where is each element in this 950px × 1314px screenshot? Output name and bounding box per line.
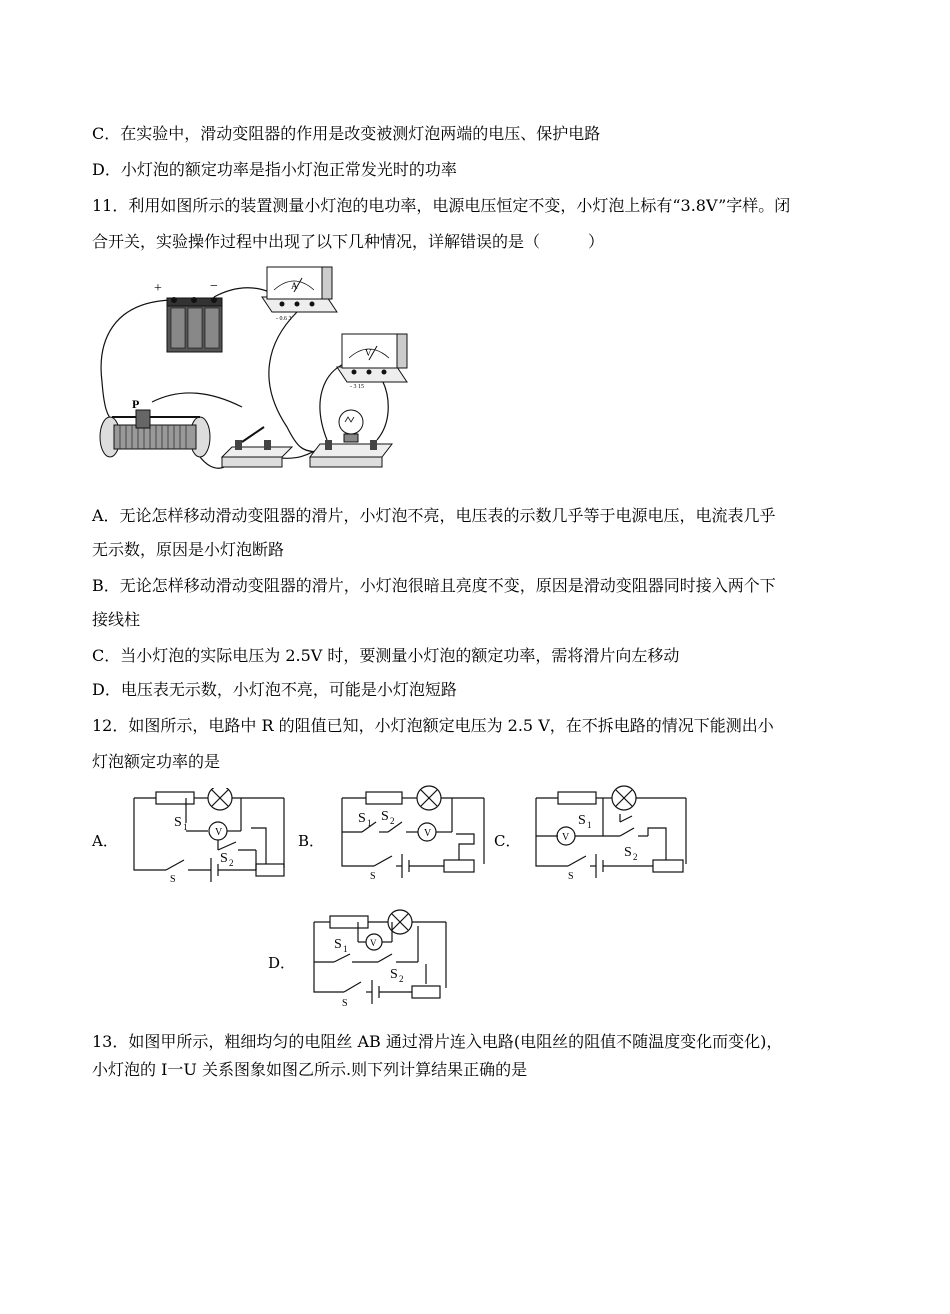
lamp-icon [310, 410, 392, 467]
voltmeter-icon [337, 334, 407, 382]
s2-subscript: 2 [399, 974, 404, 984]
circuit-b [334, 784, 494, 884]
circuit-d [306, 906, 456, 1010]
lamp-symbol-icon [208, 788, 232, 810]
q11-stem-line1: 11．利用如图所示的装置测量小灯泡的电功率，电源电压恒定不变，小灯泡上标有“3.8V”字样。闭 [92, 196, 791, 215]
ammeter-terminals: - 0.6 3 [276, 316, 292, 322]
voltmeter-symbol-label: V [562, 832, 570, 843]
switch-icon [222, 427, 292, 467]
q11-option-a-line1: A．无论怎样移动滑动变阻器的滑片，小灯泡不亮，电压表的示数几乎等于电源电压，电流表几乎 [92, 506, 776, 525]
voltmeter-terminals: - 3 15 [350, 384, 364, 390]
s-label: S [568, 871, 574, 882]
s1-subscript: 1 [343, 944, 348, 954]
q12-option-d-label: D． [268, 954, 296, 972]
q12-option-a-label: A． [92, 832, 118, 850]
q13-stem-line1: 13．如图甲所示，粗细均匀的电阻丝 AB 通过滑片连入电路(电阻丝的阻值不随温度变化而变化)， [92, 1032, 783, 1051]
q13-stem-line2: 小灯泡的 I一U 关系图象如图乙所示.则下列计算结果正确的是 [92, 1060, 528, 1079]
q12-stem-line2: 灯泡额定功率的是 [92, 752, 221, 771]
q10-option-c: C．在实验中，滑动变阻器的作用是改变被测灯泡两端的电压、保护电路 [92, 124, 601, 143]
q11-option-d: D．电压表无示数，小灯泡不亮，可能是小灯泡短路 [92, 680, 457, 699]
s1-label: S [578, 813, 586, 828]
q11-option-b-line1: B．无论怎样移动滑动变阻器的滑片，小灯泡很暗且亮度不变，原因是滑动变阻器同时接入两个下 [92, 576, 776, 595]
s2-label: S [390, 967, 398, 982]
s2-subscript: 2 [633, 852, 638, 862]
ammeter-label: A [291, 281, 298, 291]
s-label: S [370, 871, 376, 882]
voltmeter-symbol-label: V [424, 828, 432, 839]
s1-subscript: 1 [183, 822, 188, 832]
voltmeter-label: V [365, 348, 372, 358]
circuit-a [126, 788, 291, 888]
s1-label: S [334, 937, 342, 952]
minus-sign: − [210, 279, 218, 294]
slider-label: P [132, 397, 140, 411]
plus-sign: + [154, 281, 162, 296]
s2-subscript: 2 [229, 858, 234, 868]
voltmeter-symbol-label: V [215, 827, 223, 838]
q10-option-d: D．小灯泡的额定功率是指小灯泡正常发光时的功率 [92, 160, 457, 179]
s2-label: S [381, 809, 389, 824]
battery-icon [167, 297, 222, 352]
rheostat-icon [100, 410, 210, 457]
q11-option-a-line2: 无示数，原因是小灯泡断路 [92, 540, 285, 559]
q12-option-b-label: B． [298, 832, 325, 850]
s-label: S [170, 874, 176, 885]
ammeter-icon [262, 267, 337, 312]
q11-option-b-line2: 接线柱 [92, 610, 141, 629]
q12-stem-line1: 12．如图所示，电路中 R 的阻值已知，小灯泡额定电压为 2.5 V，在不拆电路的情况下能测出小 [92, 716, 774, 735]
q11-stem-line2: 合开关，实验操作过程中出现了以下几种情况，详解错误的是（ ） [92, 232, 605, 251]
q12-option-c-label: C． [494, 832, 521, 850]
s-label: S [342, 998, 348, 1009]
resistor-icon [156, 792, 194, 804]
s1-subscript: 1 [367, 818, 372, 828]
s1-label: S [174, 815, 182, 830]
voltmeter-symbol-label: V [370, 938, 377, 948]
q11-apparatus-figure [92, 262, 422, 482]
s2-label: S [624, 845, 632, 860]
s1-subscript: 1 [587, 820, 592, 830]
q11-option-c: C．当小灯泡的实际电压为 2.5V 时，要测量小灯泡的额定功率，需将滑片向左移动 [92, 646, 680, 665]
s2-subscript: 2 [390, 816, 395, 826]
circuit-c [528, 784, 693, 884]
s1-label: S [358, 811, 366, 826]
s2-label: S [220, 851, 228, 866]
